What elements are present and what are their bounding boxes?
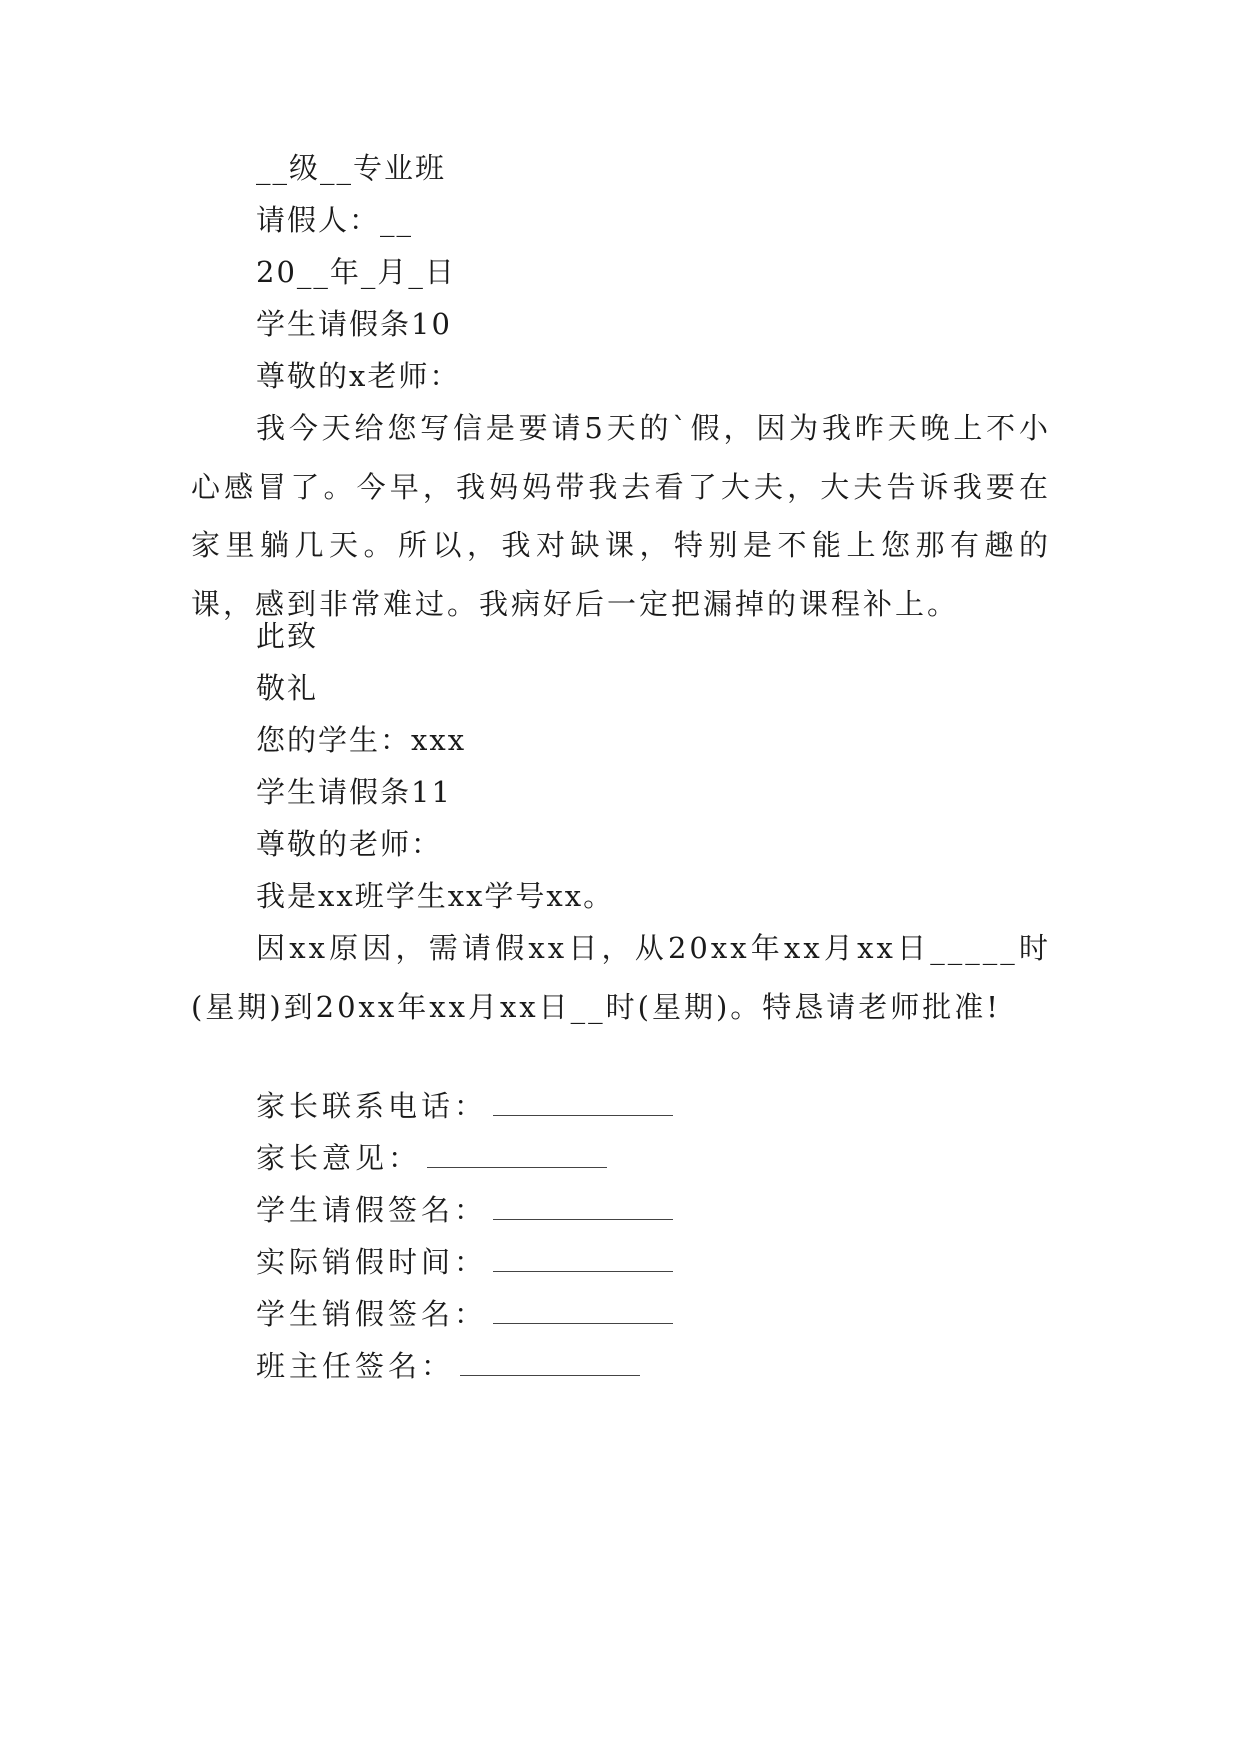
student-return-signature-label: 学生销假签名： — [256, 1297, 488, 1331]
note10-body: 我今天给您写信是要请5天的`假，因为我昨天晚上不小心感冒了。今早，我妈妈带我去看了大夫，大夫告诉我要在家里躺几天。所以，我对缺课，特别是不能上您那有趣的课，感到非常难过。我病好后一定把漏掉的课程补上。 — [191, 411, 1051, 621]
note11-intro: 我是xx班学生xx学号xx。 — [256, 879, 615, 913]
student-leave-signature-blank — [493, 1193, 673, 1220]
student-return-signature-blank — [493, 1297, 673, 1324]
parent-opinion-blank — [427, 1141, 607, 1168]
student-leave-signature-field — [256, 1190, 673, 1230]
student-return-signature-field — [256, 1294, 673, 1334]
note10-title: 学生请假条10 — [256, 307, 452, 341]
parent-opinion-label: 家长意见： — [256, 1141, 422, 1175]
note11-title: 学生请假条11 — [256, 775, 452, 809]
actual-return-time-label: 实际销假时间： — [256, 1245, 488, 1279]
parent-phone-field — [256, 1086, 673, 1126]
date-line: 20__年_月_日 — [256, 255, 456, 289]
parent-phone-blank — [493, 1089, 673, 1116]
actual-return-time-field — [256, 1242, 673, 1282]
actual-return-time-blank — [493, 1245, 673, 1272]
parent-phone-label: 家长联系电话： — [256, 1089, 488, 1123]
note11-body: 因xx原因，需请假xx日，从20xx年xx月xx日_____时(星期)到20xx年xx月xx日__时(星期)。特恳请老师批准! — [191, 931, 1051, 1024]
note10-closing-2: 敬礼 — [256, 671, 319, 705]
applicant-line: 请假人：__ — [256, 203, 414, 237]
note10-closing-1: 此致 — [256, 619, 319, 653]
note11-salutation: 尊敬的老师： — [256, 827, 443, 861]
note10-signature: 您的学生：xxx — [256, 723, 467, 757]
head-teacher-signature-field — [256, 1346, 640, 1386]
class-line: __级__专业班 — [256, 151, 447, 185]
head-teacher-signature-label: 班主任签名： — [256, 1349, 455, 1383]
parent-opinion-field — [256, 1138, 607, 1178]
note10-salutation: 尊敬的x老师： — [256, 359, 461, 393]
student-leave-signature-label: 学生请假签名： — [256, 1193, 488, 1227]
head-teacher-signature-blank — [460, 1349, 640, 1376]
